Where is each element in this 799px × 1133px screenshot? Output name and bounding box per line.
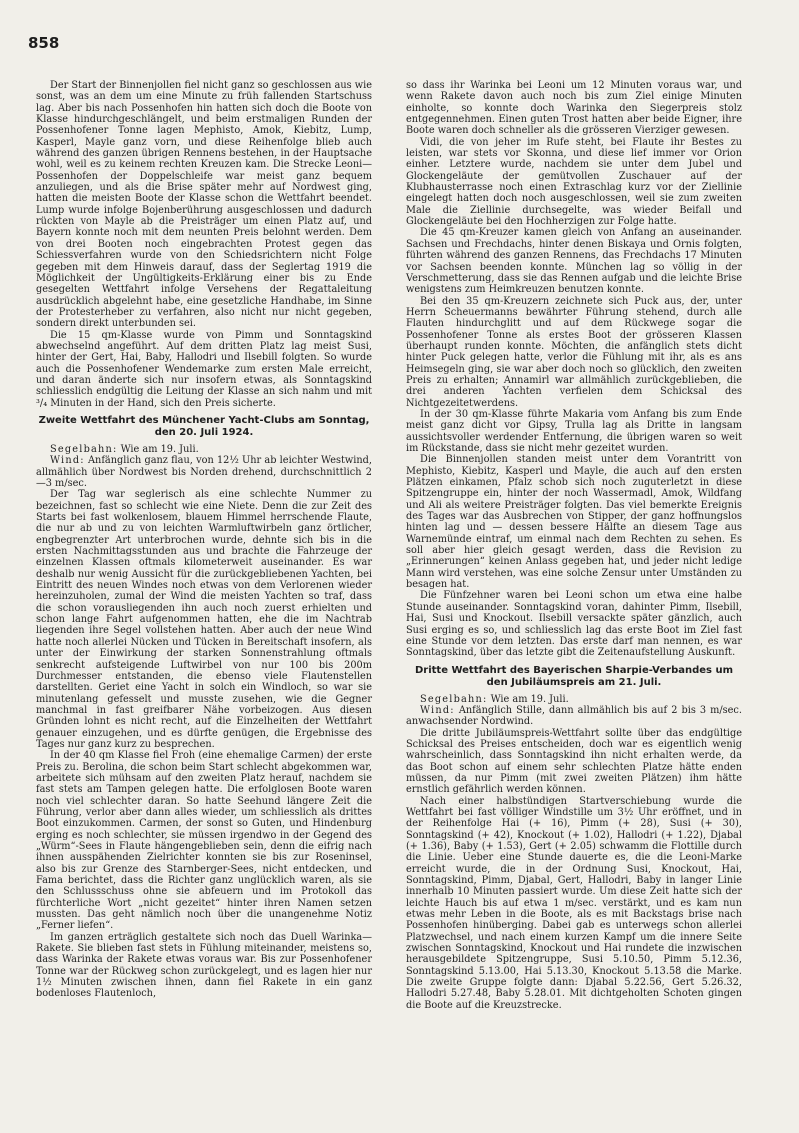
segelbahn-text: Wie am 19. Juli. bbox=[487, 693, 569, 705]
segelbahn-line bbox=[406, 694, 742, 705]
wind-label: Wind: bbox=[420, 704, 455, 716]
left-paragraphs-b bbox=[36, 489, 372, 999]
paragraph: so dass ihr Warinka bei Leoni um 12 Minuten voraus war, und wenn Rakete davon auch noch bis zum Ziel einige Minuten einholte, so konnte doch Warinka den Siegerpreis stolz entgegennehmen. Einen guten Trost hatten aber beide Eigner, ihre Boote waren doch schneller als die grösseren Vierziger gewesen. bbox=[406, 80, 742, 137]
paragraph: Vidi, die von jeher im Rufe steht, bei Flaute ihr Bestes zu leisten, war stets vor Skonna, und diese lief immer vor Orion einher. Letztere wurde, nachdem sie unter dem Jubel und Glockengeläute der gemütvollen Zuschauer auf der Klubhausterrasse noch einen Extraschlag kurz vor der Ziellinie eingelegt hatten doch noch ausgeschlossen, weil sie zum zweiten Male die Ziellinie durchsegelte, was wieder Beifall und Glockengeläute bei den Hochherzigen zur Folge hatte. bbox=[406, 136, 742, 228]
wind-text: Anfänglich ganz flau, von 12½ Uhr ab leichter Westwind, allmählich über Nordwest bis Norden drehend, durchschnittlich 2—3 m/sec. bbox=[36, 455, 372, 489]
segelbahn-label: Segelbahn: bbox=[420, 693, 488, 705]
segelbahn-line bbox=[36, 444, 372, 455]
section-heading: Zweite Wettfahrt des Münchener Yacht-Clubs am Sonntag, den 20. Juli 1924. bbox=[38, 414, 370, 439]
paragraph: Nach einer halbstündigen Startverschiebung wurde die Wettfahrt bei fast völliger Windstille um 3½ Uhr eröffnet, und in der Reihenfolge Hai (+ 16), Pimm (+ 28), Susi (+ 30), Sonntagskind (+ 42), Knockout (+ 1.02), Hallodri (+ 1.22), Djabal (+ 1.36), Baby (+ 1.53), Gert (+ 2.05) schwamm die Flottille durch die Linie. Ueber eine Stunde dauerte es, die die Leoni-Marke erreicht wurde, die in der Ordnung Susi, Knockout, Hai, Sonntagskind, Pimm, Djabal, Gert, Hallodri, Baby in langer Linie innerhalb 10 Minuten passiert wurde. Um diese Zeit hatte sich der leichte Hauch bis auf etwa 1 m/sec. verstärkt, und es kam nun etwas mehr Leben in die Boote, als es mit Backstags brise nach Possenhofen hinüberging. Dabei gab es unterwegs schon allerlei Platzwechsel, und nach einem kurzen Kampf um die innere Seite zwischen Sonntagskind, Knockout und Hai rundete die inzwischen herausgebildete Spitzengruppe, Susi 5.10.50, Pimm 5.12.36, Sonntagskind 5.13.00, Hai 5.13.30, Knockout 5.13.58 die Marke. Die zweite Gruppe folgte dann: Djabal 5.22.56, Gert 5.26.32, Hallodri 5.27.48, Baby 5.28.01. Mit dichtgeholten Schoten gingen die Boote auf die Kreuzstrecke. bbox=[406, 795, 742, 1011]
paragraph: Im ganzen erträglich gestaltete sich noch das Duell Warinka—Rakete. Sie blieben fast stets in Fühlung miteinander, meistens so, dass Warinka der Rakete etwas voraus war. Bis zur Possenhofener Tonne war der Rückweg schon zurückgelegt, und es lagen hier nur 1½ Minuten zwischen ihnen, dann fiel Rakete in ein ganz bodenloses Flautenloch, bbox=[36, 931, 372, 1000]
wind-label: Wind: bbox=[50, 455, 85, 467]
right-paragraphs-b bbox=[406, 728, 742, 1012]
paragraph: Die Binnenjollen standen meist unter dem Vorantritt von Mephisto, Kiebitz, Kasperl und Mayle, die auch auf den ersten Plätzen einkamen, Pfalz schob sich noch zuguterletzt in diese Spitzengruppe ein, hinter der noch Wassermadl, Amok, Wildfang und Ali als weitere Preisträger folgten. Das viel bemerkte Ereignis des Tages war das Ausbrechen von Stipper, der ganz hoffnungslos hinten lag und — dessen bessere Hälfte an diesem Tage aus Warnemünde eintraf, um einmal nach dem Rechten zu sehen. Es soll aber hier gleich gesagt werden, dass die Revision zu „Erinnerungen“ keinen Anlass gegeben hat, und jeder nicht ledige Mann wird verstehen, was eine solche Zensur unter Umständen zu besagen hat. bbox=[406, 454, 742, 591]
left-column bbox=[36, 80, 372, 1000]
section-heading: Dritte Wettfahrt des Bayerischen Sharpie-Verbandes um den Jubiläumspreis am 21. Juli. bbox=[414, 664, 734, 689]
paragraph: Der Tag war seglerisch als eine schlechte Nummer zu bezeichnen, fast so schlecht wie eine Niete. Denn die zur Zeit des Starts bei fast wolkenlosem, blauem Himmel herrschende Flaute, die nur ab und zu von leichten Warmluftwirbeln ganz örtlicher, engbegrenzter Art unterbrochen wurde, dehnte sich bis in die ersten Nachmittagsstunden aus und brachte die Fahrzeuge der einzelnen Klassen oftmals kilometerweit auseinander. Es war deshalb nur wenig Aussicht für die zurückgebliebenen Yachten, bei Eintritt des neuen Windes noch etwas von dem Verlorenen wieder hereinzuholen, zumal der Wind die meisten Yachten so traf, dass die schon vorausliegenden ihn auch noch zuerst erhielten und schon lange Fahrt aufgenommen hatten, ehe die im Nachtrab liegenden ihre Segel vollstehen hatten. Aber auch der neue Wind hatte noch allerlei Nücken und Tücken in Bereitschaft insofern, als unter der Einwirkung der starken Sonnenstrahlung oftmals senkrecht aufsteigende Luftwirbel von nur 100 bis 200m Durchmesser entstanden, die ebenso viele Flautenstellen darstellten. Geriet eine Yacht in solch ein Windloch, so war sie minutenlang gefesselt und musste zusehen, wie die Gegner manchmal in fast greifbarer Nähe vorbeizogen. Aus diesen Gründen lohnt es nicht recht, auf die Einzelheiten der Wettfahrt genauer einzugehen, und es dürfte genügen, die Ergebnisse des Tages nur ganz kurz zu besprechen. bbox=[36, 489, 372, 750]
wind-line bbox=[406, 705, 742, 728]
left-paragraphs-a bbox=[36, 80, 372, 409]
wind-text: Anfänglich Stille, dann allmählich bis auf 2 bis 3 m/sec. anwachsender Nordwind. bbox=[406, 704, 742, 728]
paragraph: Der Start der Binnenjollen fiel nicht ganz so geschlossen aus wie sonst, was an dem um eine Minute zu früh fallenden Startschuss lag. Aber bis nach Possenhofen hin hatten sich doch die Boote von Klasse hindurchgeschlängelt, und beim erstmaligen Runden der Possenhofener Tonne lagen Mephisto, Amok, Kiebitz, Lump, Kasperl, Mayle ganz vorn, und diese Reihenfolge blieb auch während des ganzen übrigen Rennens bestehen, in der Hauptsache wohl, weil es zu keinem rechten Kreuzen kam. Die Strecke Leoni—Possenhofen der Doppelschleife war meist ganz bequem anzuliegen, und als die Brise später mehr auf Nordwest ging, hatten die meisten Boote der Klasse schon die Wettfahrt beendet. Lump wurde infolge Bojenberührung ausgeschlossen und dadurch rückten von Mayle ab die Preisträger um einen Platz auf, und Bayern konnte noch mit dem neunten Preis belohnt werden. Dem von drei Booten noch eingebrachten Protest gegen das Schiessverfahren wurde von den Schiedsrichtern nicht Folge gegeben mit dem Hinweis darauf, dass der Seglertag 1919 die Möglichkeit der Ungültigkeits-Erklärung einer bis zu Ende gesegelten Wettfahrt infolge Versehens der Regattaleitung ausdrücklich abgelehnt habe, eine gesetzliche Handhabe, im Sinne der Protesterheber zu verfahren, also nicht nur nicht gegeben, sondern direkt unterbunden sei. bbox=[36, 80, 372, 330]
paragraph: Die dritte Jubiläumspreis-Wettfahrt sollte über das endgültige Schicksal des Preises entscheiden, doch war es eigentlich wenig wahrscheinlich, dass Sonntagskind ihn nicht erhalten werde, da das Boot schon auf einem sehr schlechten Platze hätte enden müssen, da nur Pimm (mit zwei zweiten Plätzen) ihm hätte ernstlich gefährlich werden können. bbox=[406, 727, 742, 796]
wind-line bbox=[36, 455, 372, 489]
paragraph: In der 40 qm Klasse fiel Froh (eine ehemalige Carmen) der erste Preis zu. Berolina, die schon beim Start schlecht abgekommen war, arbeitete sich mühsam auf den zweiten Platz herauf, nachdem sie fast stets am Tampen gelegen hatte. Die erfolglosen Boote waren noch viel schlechter daran. So hatte Seehund längere Zeit die Führung, verlor aber dann alles wieder, um schliesslich als drittes Boot einzukommen. Carmen, der sonst so Guten, und Hindenburg erging es noch schlechter, sie müssen irgendwo in der Gegend des „Würm“-Sees in Flaute hängengeblieben sein, denn die eifrig nach ihnen ausspähenden Zielrichter konnten sie bis zur Roseninsel, also bis zur Grenze des Starnberger-Sees, nicht entdecken, und Fama berichtet, dass die Richter ganz unglücklich waren, als sie den Schlussschuss ohne sie abfeuern und im Protokoll das fürchterliche Wort „nicht gezeitet“ hinter ihren Namen setzen mussten. Das geht nämlich noch über die unangenehme Notiz „Ferner liefen“. bbox=[36, 750, 372, 932]
paragraph: Die 15 qm-Klasse wurde von Pimm und Sonntagskind abwechselnd angeführt. Auf dem dritten Platz lag meist Susi, hinter der Gert, Hai, Baby, Hallodri und Ilsebill folgten. So wurde auch die Possenhofener Wendemarke zum ersten Male erreicht, und daran änderte sich nur insofern etwas, als Sonntagskind schliesslich endgültig die Leitung der Klasse an sich nahm und mit ³/₄ Minuten in der Hand, sich den Preis sicherte. bbox=[36, 329, 372, 409]
right-paragraphs-a bbox=[406, 80, 742, 659]
paragraph: Bei den 35 qm-Kreuzern zeichnete sich Puck aus, der, unter Herrn Scheuermanns bewährter Führung stehend, durch alle Flauten hindurchglitt und auf dem Rückwege sogar die Possenhofener Tonne als erstes Boot der grösseren Klassen überhaupt runden konnte. Möchten, die anfänglich stets dicht hinter Puck gelegen hatte, verlor die Fühlung mit ihr, als es ans Heimsegeln ging, sie war aber doch noch so glücklich, den zweiten Preis zu erhalten; Annamirl war allmählich zurückgeblieben, die drei anderen Yachten verfielen dem Schicksal des Nichtgezeitetwerdens. bbox=[406, 295, 742, 409]
paragraph: Die 45 qm-Kreuzer kamen gleich von Anfang an auseinander. Sachsen und Frechdachs, hinter denen Biskaya und Ornis folgten, führten während des ganzen Rennens, das Frechdachs 17 Minuten vor Sachsen beenden konnte. München lag so völlig in der Verschmetterung, dass sie das Rennen aufgab und die leichte Brise wenigstens zum Heimkreuzen benutzen konnte. bbox=[406, 227, 742, 296]
right-column bbox=[406, 80, 742, 1011]
segelbahn-label: Segelbahn: bbox=[50, 443, 118, 455]
page-number: 858 bbox=[28, 34, 60, 52]
paragraph: In der 30 qm-Klasse führte Makaria vom Anfang bis zum Ende meist ganz dicht vor Gipsy, Trulla lag als Dritte in langsam aussichtsvoller werdender Entfernung, die übrigen waren so weit im Rückstande, dass sie nicht mehr gezeitet wurden. bbox=[406, 408, 742, 454]
segelbahn-text: Wie am 19. Juli. bbox=[117, 443, 199, 455]
paragraph: Die Fünfzehner waren bei Leoni schon um etwa eine halbe Stunde auseinander. Sonntagskind voran, dahinter Pimm, Ilsebill, Hai, Susi und Knockout. Ilsebill versackte später gänzlich, auch Susi erging es so, und schliesslich lag das erste Boot im Ziel fast eine Stunde vor dem letzten. Das erste darf man nennen, es war Sonntagskind, über das letzte gibt die Zeitenaufstellung Auskunft. bbox=[406, 590, 742, 659]
